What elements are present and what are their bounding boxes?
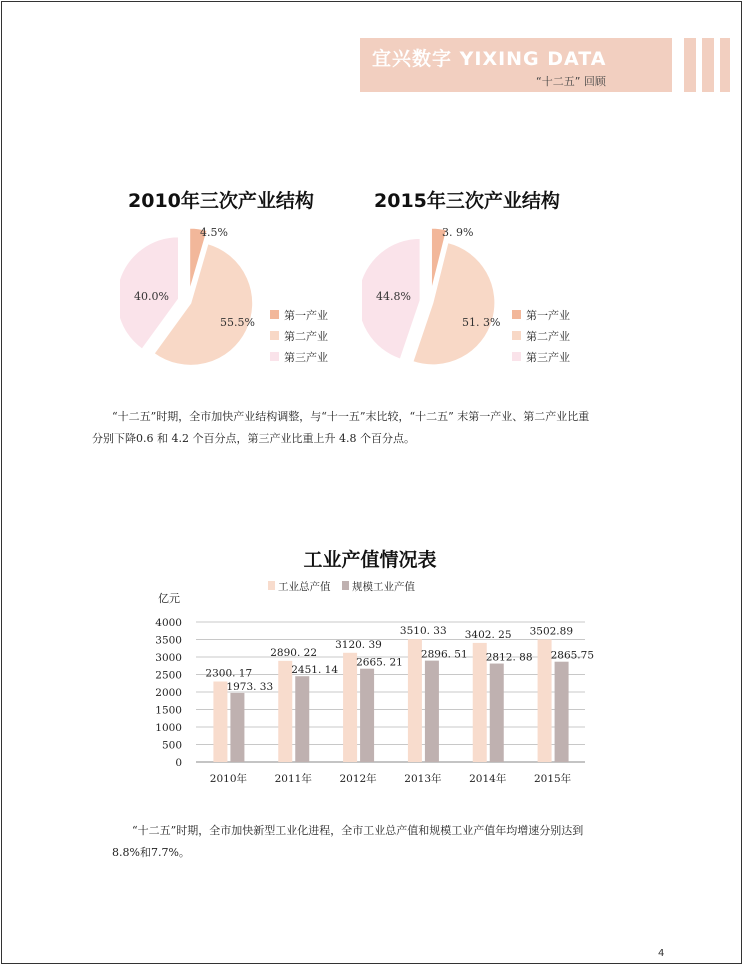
bar-scale-output bbox=[425, 661, 439, 762]
y-tick-label: 4000 bbox=[155, 617, 182, 629]
pie-2010-title: 2010年三次产业结构 bbox=[128, 190, 314, 212]
x-tick-label: 2014年 bbox=[469, 773, 507, 785]
bar-data-label: 3510. 33 bbox=[399, 625, 447, 638]
header-stripe bbox=[702, 38, 714, 92]
legend-swatch bbox=[342, 581, 349, 590]
legend-label: 第三产业 bbox=[526, 351, 570, 364]
y-tick-label: 3500 bbox=[155, 634, 182, 647]
legend-swatch bbox=[270, 331, 279, 340]
bar-data-label: 2300. 17 bbox=[205, 667, 253, 680]
legend-label: 工业总产值 bbox=[278, 581, 331, 593]
chart-title: 工业产值情况表 bbox=[303, 549, 437, 571]
paragraph-line: 8.8%和7.7%。 bbox=[112, 846, 190, 859]
bar-scale-output bbox=[360, 669, 374, 762]
legend-label: 规模工业产值 bbox=[352, 581, 415, 593]
bar-total-output bbox=[278, 661, 292, 762]
pie-slice-2 bbox=[413, 243, 495, 365]
paragraph-industrial-growth bbox=[112, 820, 652, 864]
bar-total-output bbox=[408, 639, 422, 762]
bar-data-label: 2865.75 bbox=[550, 649, 595, 662]
bar-data-label: 3120. 39 bbox=[335, 638, 382, 651]
bar-scale-output bbox=[295, 676, 309, 762]
bar-data-label: 2812. 88 bbox=[485, 651, 533, 664]
x-tick-label: 2012年 bbox=[339, 773, 377, 785]
bar-data-label: 2451. 14 bbox=[291, 664, 339, 677]
pie-data-label: 55.5% bbox=[220, 316, 255, 329]
pie-data-label: 51. 3% bbox=[462, 316, 501, 329]
bar-data-label: 2890. 22 bbox=[270, 646, 318, 659]
x-tick-label: 2013年 bbox=[404, 773, 442, 785]
page-number: 4 bbox=[658, 948, 665, 959]
legend-swatch bbox=[512, 310, 521, 319]
y-tick-label: 2500 bbox=[155, 669, 182, 682]
bar-data-label: 3502.89 bbox=[529, 625, 574, 638]
pie-data-label: 3. 9% bbox=[442, 226, 474, 239]
paragraph-line: “十二五”时期，全市加快产业结构调整，与“十一五”末比较，“十二五” 末第一产业、第二产业比重 bbox=[112, 410, 590, 423]
header-stripe bbox=[684, 38, 696, 92]
y-tick-label: 3000 bbox=[155, 652, 182, 664]
header-stripe bbox=[720, 38, 730, 92]
bar-data-label: 2896. 51 bbox=[420, 648, 468, 661]
y-axis-label: 亿元 bbox=[158, 592, 180, 605]
x-tick-label: 2011年 bbox=[274, 773, 312, 785]
legend-swatch bbox=[270, 352, 279, 361]
pie-2015-title: 2015年三次产业结构 bbox=[374, 190, 560, 212]
pie-chart-2010 bbox=[120, 220, 350, 390]
legend-label: 第三产业 bbox=[284, 351, 328, 364]
pie-data-label: 44.8% bbox=[376, 290, 411, 303]
header-subtitle: “十二五” 回顾 bbox=[536, 75, 606, 88]
pie-data-label: 4.5% bbox=[200, 226, 228, 239]
bar-data-label: 3402. 25 bbox=[464, 628, 512, 641]
paragraph-industry-structure bbox=[92, 406, 652, 450]
pie-chart-2015 bbox=[362, 220, 592, 390]
legend-label: 第一产业 bbox=[284, 309, 328, 322]
legend-swatch bbox=[268, 581, 275, 590]
bar-data-label: 1973. 33 bbox=[226, 680, 274, 693]
bar-total-output bbox=[538, 639, 552, 762]
y-tick-label: 2000 bbox=[155, 687, 182, 699]
x-tick-label: 2015年 bbox=[533, 773, 572, 785]
bar-total-output bbox=[473, 643, 487, 762]
legend-label: 第二产业 bbox=[284, 330, 328, 343]
bar-scale-output bbox=[555, 662, 569, 762]
legend-swatch bbox=[512, 331, 521, 340]
y-tick-label: 0 bbox=[175, 757, 182, 769]
paragraph-line: “十二五”时期，全市加快新型工业化进程，全市工业总产值和规模工业产值年均增速分别达到 bbox=[132, 824, 584, 837]
y-tick-label: 500 bbox=[161, 739, 182, 752]
y-tick-label: 1000 bbox=[155, 722, 182, 734]
bar-scale-output bbox=[490, 664, 504, 762]
paragraph-line: 分别下降0.6 和 4.2 个百分点，第三产业比重上升 4.8 个百分点。 bbox=[92, 432, 415, 445]
x-tick-label: 2010年 bbox=[209, 773, 248, 785]
bar-scale-output bbox=[230, 693, 244, 762]
y-tick-label: 1500 bbox=[155, 704, 182, 717]
bar-total-output bbox=[343, 653, 357, 762]
bar-total-output bbox=[213, 681, 227, 762]
header-title: 宜兴数字 YIXING DATA bbox=[372, 48, 607, 70]
pie-data-label: 40.0% bbox=[134, 290, 169, 303]
bar-chart-industrial-output bbox=[140, 540, 600, 800]
legend-label: 第二产业 bbox=[526, 330, 570, 343]
legend-label: 第一产业 bbox=[526, 309, 570, 322]
bar-data-label: 2665. 21 bbox=[356, 656, 403, 669]
legend-swatch bbox=[270, 310, 279, 319]
legend-swatch bbox=[512, 352, 521, 361]
